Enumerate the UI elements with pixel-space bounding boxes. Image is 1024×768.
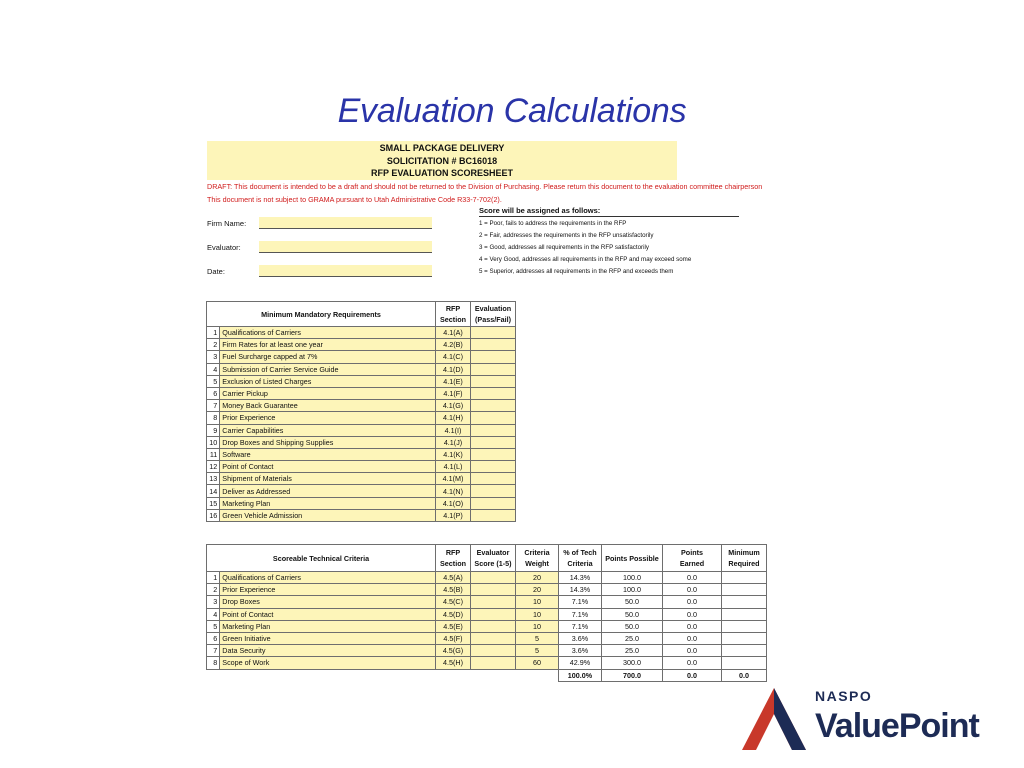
technical-criteria-table [206,544,767,682]
criteria-weight: 10 [516,620,559,632]
row-number: 15 [207,497,220,509]
rfp-section: 4.5(B) [436,584,471,596]
minimum-required [722,645,767,657]
criteria-name: Green Initiative [220,632,436,644]
technical-rows [207,572,767,670]
points-earned: 0.0 [663,572,722,584]
table-row [207,645,767,657]
rfp-section: 4.1(F) [436,387,471,399]
points-possible: 25.0 [602,632,663,644]
requirement-name: Software [220,448,436,460]
evaluator-score-input[interactable] [471,572,516,584]
table-row [207,657,767,669]
pass-fail-input[interactable] [471,436,516,448]
rfp-section: 4.1(M) [436,473,471,485]
score-scale-heading: Score will be assigned as follows: [479,206,739,217]
points-possible: 50.0 [602,620,663,632]
firm-name-label: Firm Name: [207,219,247,228]
row-number: 12 [207,461,220,473]
rfp-section: 4.1(G) [436,400,471,412]
requirement-name: Drop Boxes and Shipping Supplies [220,436,436,448]
row-number: 3 [207,351,220,363]
criteria-weight: 5 [516,645,559,657]
rfp-section: 4.5(A) [436,572,471,584]
row-number: 2 [207,584,220,596]
table-row [207,572,767,584]
table-row [207,509,516,521]
criteria-name: Scope of Work [220,657,436,669]
score-scale-line: 4 = Very Good, addresses all requirements in the RFP and may exceed some [479,256,692,263]
table-row [207,400,516,412]
row-number: 8 [207,657,220,669]
rfp-section: 4.5(E) [436,620,471,632]
rfp-section: 4.5(F) [436,632,471,644]
total-pct: 100.0% [559,669,602,681]
col-header-pct-tech: % of Tech Criteria [559,545,602,572]
requirement-name: Exclusion of Listed Charges [220,375,436,387]
total-points-earned: 0.0 [663,669,722,681]
table-row [207,327,516,339]
scoresheet-header [207,141,677,180]
requirement-name: Money Back Guarantee [220,400,436,412]
pass-fail-input[interactable] [471,412,516,424]
total-points-possible: 700.0 [602,669,663,681]
rfp-section: 4.1(I) [436,424,471,436]
row-number: 16 [207,509,220,521]
evaluator-score-input[interactable] [471,632,516,644]
score-scale-line: 2 = Fair, addresses the requirements in the RFP unsatisfactorily [479,232,654,239]
row-number: 1 [207,327,220,339]
table-row [207,461,516,473]
evaluator-score-input[interactable] [471,608,516,620]
evaluator-score-input[interactable] [471,645,516,657]
table-header-row [207,302,516,327]
pct-tech-criteria: 14.3% [559,572,602,584]
table-row [207,363,516,375]
requirement-name: Carrier Capabilities [220,424,436,436]
col-header-points-possible: Points Possible [602,545,663,572]
logo-text-naspo: NASPO [815,688,873,704]
minimum-required [722,572,767,584]
rfp-section: 4.1(J) [436,436,471,448]
rfp-section: 4.1(C) [436,351,471,363]
requirement-name: Fuel Surcharge capped at 7% [220,351,436,363]
points-earned: 0.0 [663,596,722,608]
pass-fail-input[interactable] [471,339,516,351]
requirement-name: Marketing Plan [220,497,436,509]
rfp-section: 4.1(L) [436,461,471,473]
header-line-1: SMALL PACKAGE DELIVERY [379,143,505,153]
requirement-name: Carrier Pickup [220,387,436,399]
pass-fail-input[interactable] [471,509,516,521]
requirement-name: Prior Experience [220,412,436,424]
points-possible: 300.0 [602,657,663,669]
minimum-required [722,620,767,632]
requirement-name: Point of Contact [220,461,436,473]
points-possible: 25.0 [602,645,663,657]
criteria-weight: 20 [516,584,559,596]
pass-fail-input[interactable] [471,375,516,387]
criteria-weight: 5 [516,632,559,644]
row-number: 6 [207,632,220,644]
criteria-name: Point of Contact [220,608,436,620]
evaluator-score-input[interactable] [471,657,516,669]
evaluator-score-input[interactable] [471,584,516,596]
pct-tech-criteria: 7.1% [559,620,602,632]
pass-fail-input[interactable] [471,363,516,375]
minimum-required [722,657,767,669]
table-row [207,497,516,509]
requirement-name: Green Vehicle Admission [220,509,436,521]
row-number: 5 [207,375,220,387]
pass-fail-input[interactable] [471,497,516,509]
col-header-requirements: Minimum Mandatory Requirements [207,302,436,327]
row-number: 10 [207,436,220,448]
pass-fail-input[interactable] [471,448,516,460]
points-earned: 0.0 [663,632,722,644]
rfp-section: 4.5(C) [436,596,471,608]
mandatory-rows [207,327,516,522]
table-row [207,596,767,608]
score-scale-line: 5 = Superior, addresses all requirements in the RFP and exceeds them [479,268,674,275]
col-header-rfp-section: RFP Section [436,545,471,572]
table-row [207,608,767,620]
points-earned: 0.0 [663,657,722,669]
header-line-2: SOLICITATION # BC16018 [386,155,498,166]
rfp-section: 4.5(D) [436,608,471,620]
row-number: 13 [207,473,220,485]
points-possible: 100.0 [602,572,663,584]
points-earned: 0.0 [663,608,722,620]
rfp-section: 4.1(D) [436,363,471,375]
pass-fail-input[interactable] [471,485,516,497]
total-minimum-required: 0.0 [722,669,767,681]
table-header-row [207,545,767,572]
criteria-name: Drop Boxes [220,596,436,608]
requirement-name: Firm Rates for at least one year [220,339,436,351]
requirement-name: Submission of Carrier Service Guide [220,363,436,375]
col-header-evaluation: Evaluation (Pass/Fail) [471,302,516,327]
evaluator-field[interactable] [259,241,432,253]
row-number: 8 [207,412,220,424]
rfp-section: 4.1(N) [436,485,471,497]
row-number: 4 [207,363,220,375]
pass-fail-input[interactable] [471,387,516,399]
mandatory-requirements-table [206,301,516,522]
date-field[interactable] [259,265,432,277]
table-row [207,436,516,448]
grama-notice: This document is not subject to GRAMA pursuant to Utah Administrative Code R33-7-702(2). [207,195,502,204]
logo-text-valuepoint: ValuePoint [815,707,979,745]
minimum-required [722,584,767,596]
table-row [207,339,516,351]
pct-tech-criteria: 42.9% [559,657,602,669]
table-row [207,632,767,644]
score-scale-line: 3 = Good, addresses all requirements in the RFP satisfactorily [479,244,649,251]
pct-tech-criteria: 14.3% [559,584,602,596]
table-row [207,620,767,632]
pct-tech-criteria: 7.1% [559,608,602,620]
points-possible: 50.0 [602,596,663,608]
col-header-rfp-section: RFP Section [436,302,471,327]
row-number: 7 [207,400,220,412]
row-number: 6 [207,387,220,399]
pass-fail-input[interactable] [471,473,516,485]
pct-tech-criteria: 3.6% [559,632,602,644]
table-row [207,448,516,460]
rfp-section: 4.1(O) [436,497,471,509]
row-number: 1 [207,572,220,584]
row-number: 11 [207,448,220,460]
points-possible: 100.0 [602,584,663,596]
table-row [207,485,516,497]
table-row [207,473,516,485]
criteria-name: Data Security [220,645,436,657]
criteria-weight: 10 [516,596,559,608]
points-possible: 50.0 [602,608,663,620]
evaluator-label: Evaluator: [207,243,241,252]
col-header-criteria: Scoreable Technical Criteria [207,545,436,572]
requirement-name: Shipment of Materials [220,473,436,485]
pass-fail-input[interactable] [471,351,516,363]
row-number: 4 [207,608,220,620]
pct-tech-criteria: 3.6% [559,645,602,657]
rfp-section: 4.1(E) [436,375,471,387]
criteria-weight: 60 [516,657,559,669]
points-earned: 0.0 [663,584,722,596]
criteria-weight: 10 [516,608,559,620]
pass-fail-input[interactable] [471,461,516,473]
table-row [207,424,516,436]
rfp-section: 4.5(H) [436,657,471,669]
score-scale-line: 1 = Poor, fails to address the requirements in the RFP [479,220,627,227]
col-header-minimum-required: Minimum Required [722,545,767,572]
criteria-name: Marketing Plan [220,620,436,632]
pass-fail-input[interactable] [471,424,516,436]
criteria-weight: 20 [516,572,559,584]
totals-row [207,669,767,681]
row-number: 14 [207,485,220,497]
firm-name-field[interactable] [259,217,432,229]
header-line-3: RFP EVALUATION SCORESHEET [370,168,513,178]
date-label: Date: [207,267,225,276]
points-earned: 0.0 [663,645,722,657]
evaluator-score-input[interactable] [471,620,516,632]
col-header-evaluator-score: Evaluator Score (1-5) [471,545,516,572]
criteria-name: Prior Experience [220,584,436,596]
row-number: 5 [207,620,220,632]
rfp-section: 4.1(P) [436,509,471,521]
minimum-required [722,608,767,620]
row-number: 3 [207,596,220,608]
requirement-name: Qualifications of Carriers [220,327,436,339]
criteria-name: Qualifications of Carriers [220,572,436,584]
table-row [207,375,516,387]
pass-fail-input[interactable] [471,327,516,339]
rfp-section: 4.1(A) [436,327,471,339]
table-row [207,351,516,363]
col-header-points-earned: Points Earned [663,545,722,572]
table-row [207,387,516,399]
row-number: 2 [207,339,220,351]
minimum-required [722,596,767,608]
rfp-section: 4.2(B) [436,339,471,351]
table-row [207,584,767,596]
pct-tech-criteria: 7.1% [559,596,602,608]
pass-fail-input[interactable] [471,400,516,412]
minimum-required [722,632,767,644]
rfp-section: 4.1(H) [436,412,471,424]
requirement-name: Deliver as Addressed [220,485,436,497]
col-header-criteria-weight: Criteria Weight [516,545,559,572]
row-number: 7 [207,645,220,657]
table-row [207,412,516,424]
rfp-section: 4.5(G) [436,645,471,657]
logo-mark-right [774,688,806,750]
points-earned: 0.0 [663,620,722,632]
draft-notice: DRAFT: This document is intended to be a draft and should not be returned to the Division of Purchasing. Please return this document to the evaluation committee chairperson [207,182,763,191]
slide-title: Evaluation Calculations [337,92,687,130]
rfp-section: 4.1(K) [436,448,471,460]
evaluator-score-input[interactable] [471,596,516,608]
row-number: 9 [207,424,220,436]
